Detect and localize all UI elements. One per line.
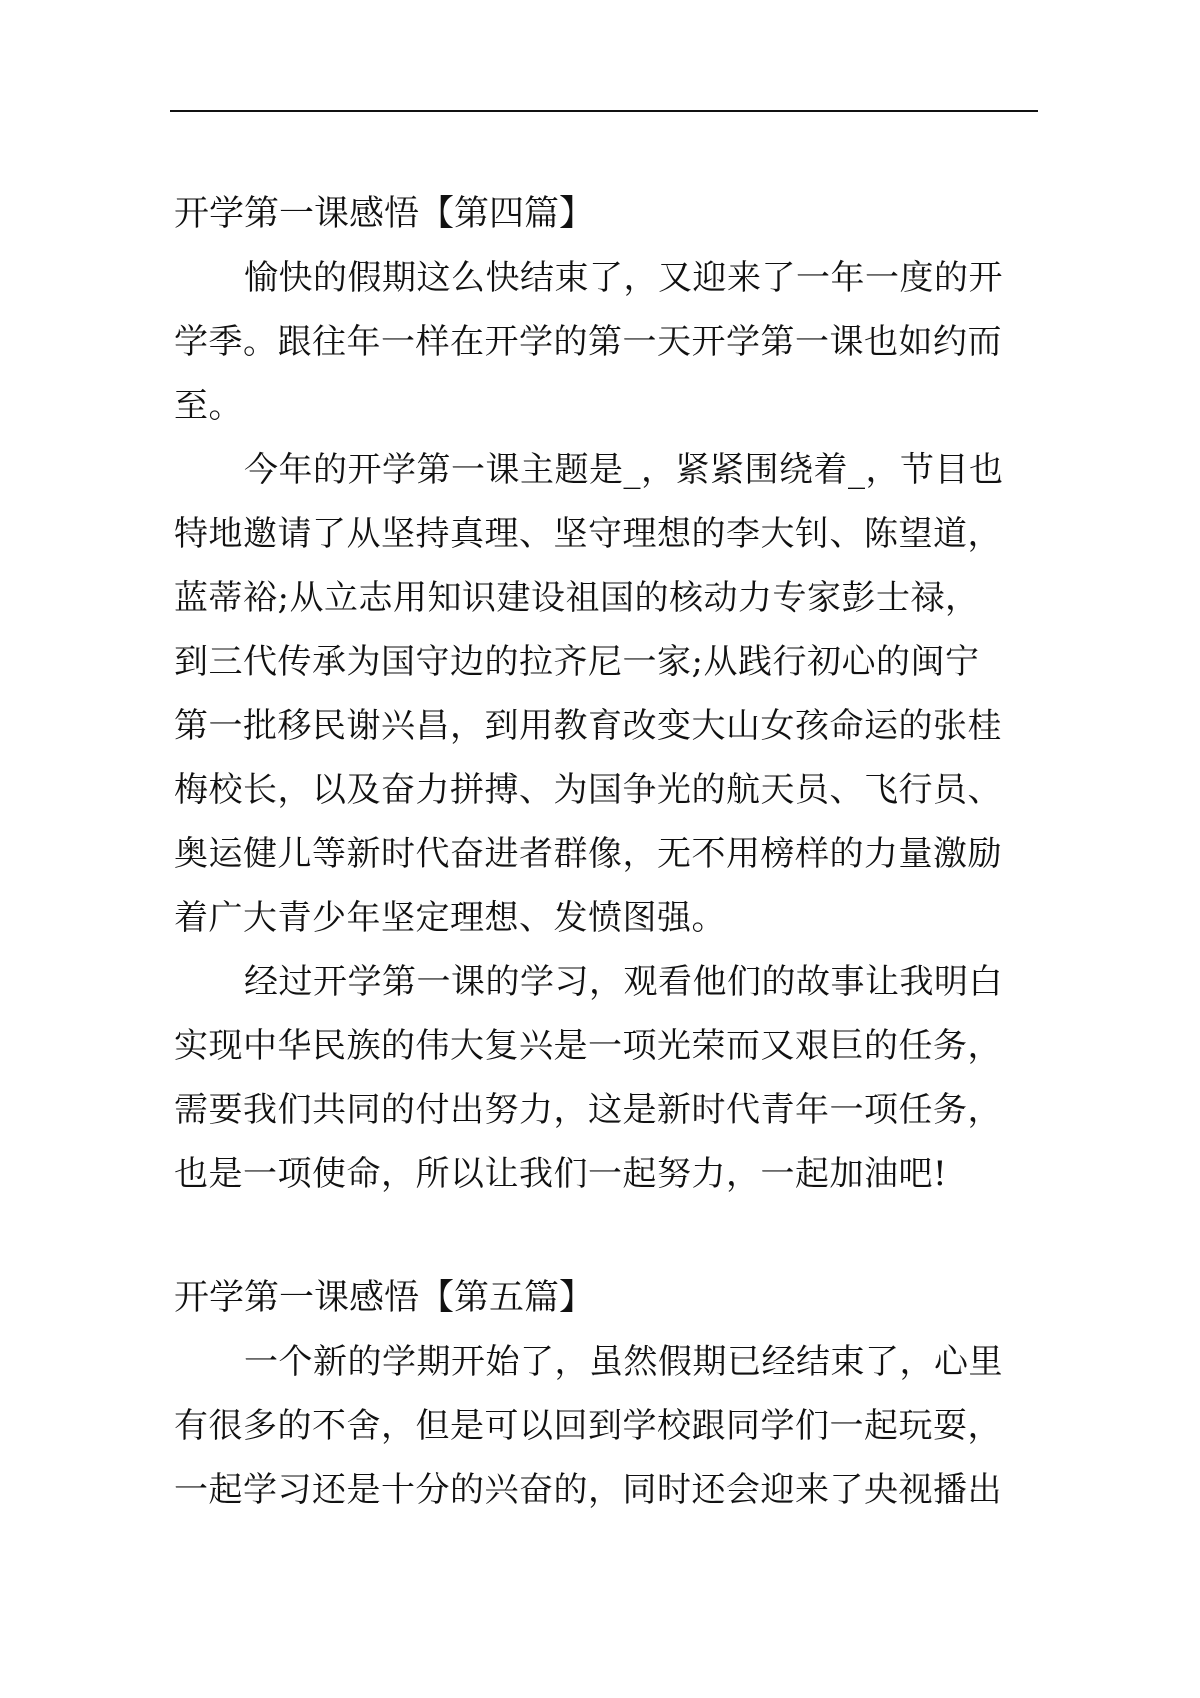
paragraph bbox=[174, 1330, 1034, 1522]
text-line: 经过开学第一课的学习，观看他们的故事让我明白 bbox=[244, 962, 1003, 1002]
paragraph bbox=[174, 950, 1034, 1206]
paragraph bbox=[174, 246, 1034, 438]
text-line: 第一批移民谢兴昌，到用教育改变大山女孩命运的张桂 bbox=[174, 706, 1002, 746]
paragraph bbox=[174, 438, 1034, 950]
header-rule bbox=[170, 110, 1038, 112]
text-line: 学季。跟往年一样在开学的第一天开学第一课也如约而 bbox=[174, 322, 1002, 362]
section-5 bbox=[174, 1266, 1034, 1522]
text-line: 也是一项使命，所以让我们一起努力，一起加油吧! bbox=[174, 1154, 948, 1194]
text-line: 至。 bbox=[174, 386, 243, 426]
text-line: 一个新的学期开始了，虽然假期已经结束了，心里 bbox=[244, 1342, 1003, 1382]
text-line: 一起学习还是十分的兴奋的，同时还会迎来了央视播出 bbox=[174, 1470, 1002, 1510]
text-line: 梅校长，以及奋力拼搏、为国争光的航天员、飞行员、 bbox=[174, 770, 1002, 810]
text-line: 着广大青少年坚定理想、发愤图强。 bbox=[174, 898, 726, 938]
text-line: 奥运健儿等新时代奋进者群像，无不用榜样的力量激励 bbox=[174, 834, 1002, 874]
text-line: 到三代传承为国守边的拉齐尼一家;从践行初心的闽宁 bbox=[174, 642, 980, 682]
section-title: 开学第一课感悟【第四篇】 bbox=[174, 194, 595, 234]
text-line: 特地邀请了从坚持真理、坚守理想的李大钊、陈望道， bbox=[174, 514, 1002, 554]
section-4 bbox=[174, 182, 1034, 1206]
section-title: 开学第一课感悟【第五篇】 bbox=[174, 1278, 595, 1318]
document-body bbox=[174, 182, 1034, 1582]
text-line: 需要我们共同的付出努力，这是新时代青年一项任务， bbox=[174, 1090, 1002, 1130]
text-line: 蓝蒂裕;从立志用知识建设祖国的核动力专家彭士禄， bbox=[174, 578, 980, 618]
text-line: 今年的开学第一课主题是_，紧紧围绕着_，节目也 bbox=[244, 450, 1004, 490]
text-line: 有很多的不舍，但是可以回到学校跟同学们一起玩耍， bbox=[174, 1406, 1002, 1446]
text-line: 愉快的假期这么快结束了，又迎来了一年一度的开 bbox=[244, 258, 1003, 298]
text-line: 实现中华民族的伟大复兴是一项光荣而又艰巨的任务， bbox=[174, 1026, 1002, 1066]
